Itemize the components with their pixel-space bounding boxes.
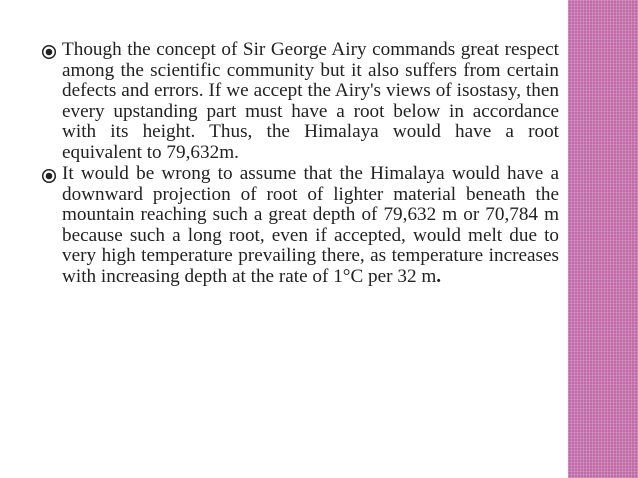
bullet-text: Though the concept of Sir George Airy commands great respect among the scientific community but it also suffers from certain defects and errors. If we accept the Airy's views of isostasy, then every upstanding part must have a root below in accordance with its height. Thus, the Himalaya would have a root equivalent to 79,632m. <box>62 39 559 163</box>
bullet-body: It would be wrong to assume that the Himalaya would have a downward projection of root of lighter material beneath the mountain reaching such a great depth of 79,632 m or 70,784 m because such a long root, even if accepted, would melt due to very high temperature prevailing there, as temperature increases with increasing depth at the rate of 1°C per 32 m <box>62 163 559 287</box>
bullet-item <box>41 40 559 163</box>
bullet-period: . <box>436 265 442 287</box>
bullet-item <box>41 164 559 287</box>
bullet-text <box>62 164 559 287</box>
circle-target-icon <box>41 44 57 60</box>
decorative-side-band <box>568 0 638 478</box>
circle-target-icon <box>41 168 57 184</box>
slide-content <box>41 40 559 288</box>
